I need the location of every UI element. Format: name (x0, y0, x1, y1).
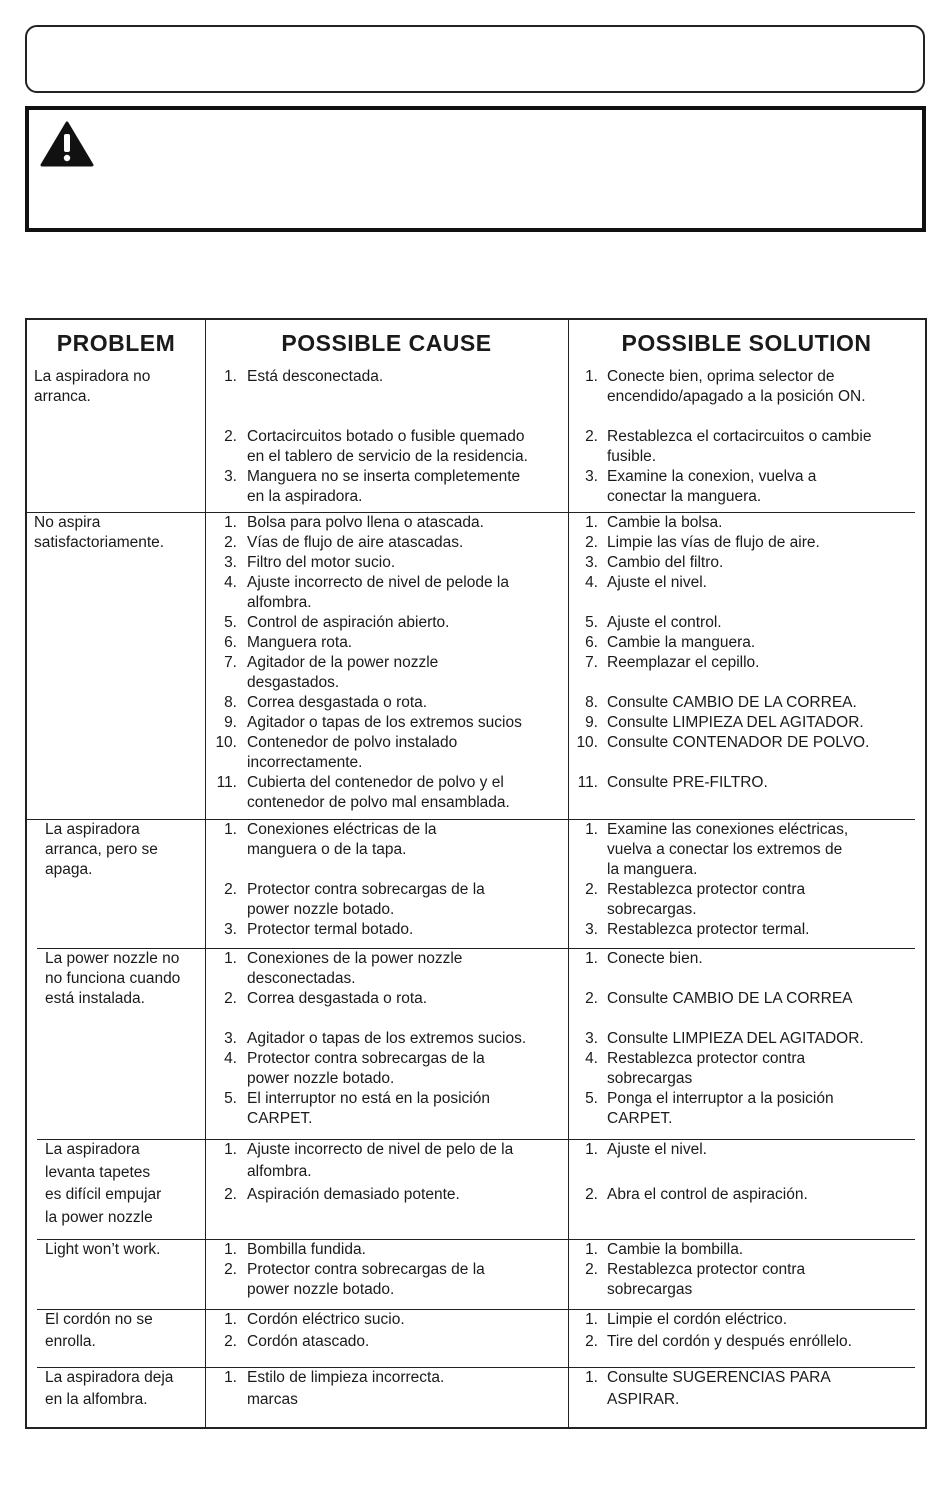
cause-text: El interruptor no está en la posición (247, 1090, 490, 1107)
problem-text: apaga. (45, 861, 93, 878)
solution-text: la manguera. (607, 861, 698, 878)
cause-text: power nozzle botado. (247, 1281, 395, 1298)
problem-text: satisfactoriamente. (34, 534, 165, 551)
solution-number: 1. (585, 821, 598, 838)
solution-number: 3. (585, 468, 598, 485)
cause-number: 3. (224, 1030, 237, 1047)
header-possible-solution: POSSIBLE SOLUTION (621, 330, 872, 356)
cause-number: 3. (224, 921, 237, 938)
cause-number: 7. (224, 654, 237, 671)
cause-text: Está desconectada. (247, 368, 384, 385)
header-problem: PROBLEM (56, 330, 176, 356)
problem-text: enrolla. (45, 1333, 96, 1350)
cause-text: Contenedor de polvo instalado (247, 734, 458, 751)
column-divider (568, 320, 569, 1427)
solution-number: 4. (585, 574, 598, 591)
cause-number: 4. (224, 1050, 237, 1067)
solution-number: 3. (585, 554, 598, 571)
solution-text: Consulte LIMPIEZA DEL AGITADOR. (607, 1030, 864, 1047)
cause-text: Vías de flujo de aire atascadas. (247, 534, 464, 551)
solution-number: 1. (585, 1141, 598, 1158)
solution-text: Consulte SUGERENCIAS PARA (607, 1369, 831, 1386)
cause-text: alfombra. (247, 1163, 312, 1180)
problem-text: La aspiradora (45, 1141, 140, 1158)
solution-text: Restablezca el cortacircuitos o cambie (607, 428, 872, 445)
cause-number: 1. (224, 950, 237, 967)
cause-number: 5. (224, 1090, 237, 1107)
solution-text: Consulte LIMPIEZA DEL AGITADOR. (607, 714, 864, 731)
solution-text: Limpie el cordón eléctrico. (607, 1311, 788, 1328)
cause-number: 1. (224, 1311, 237, 1328)
solution-number: 1. (585, 950, 598, 967)
cause-text: alfombra. (247, 594, 312, 611)
solution-text: Abra el control de aspiración. (607, 1186, 808, 1203)
problem-text: la power nozzle (45, 1208, 153, 1226)
solution-text: Cambie la manguera. (607, 634, 756, 651)
solution-text: Consulte CAMBIO DE LA CORREA. (607, 694, 857, 711)
solution-text: Restablezca protector contra (607, 1261, 806, 1278)
solution-number: 7. (585, 654, 598, 671)
problem-text: es difícil empujar (45, 1186, 162, 1203)
cause-number: 1. (224, 1141, 237, 1158)
cause-number: 1. (224, 514, 237, 531)
cause-number: 6. (224, 634, 237, 651)
problem-text: en la alfombra. (45, 1391, 148, 1408)
cause-text: Conexiones de la power nozzle (247, 950, 463, 967)
cause-text: Correa desgastada o rota. (247, 694, 428, 711)
cause-text: Protector contra sobrecargas de la (247, 1261, 485, 1278)
cause-number: 1. (224, 368, 237, 385)
cause-text: Ajuste incorrecto de nivel de pelode la (247, 574, 509, 591)
solution-number: 2. (585, 1186, 598, 1203)
cause-number: 1. (224, 821, 237, 838)
cause-text: Protector contra sobrecargas de la (247, 881, 485, 898)
solution-text: sobrecargas. (607, 901, 697, 918)
cause-number: 2. (224, 428, 237, 445)
warning-box (25, 106, 926, 232)
warning-triangle-icon (39, 120, 95, 168)
cause-number: 2. (224, 534, 237, 551)
cause-number: 9. (224, 714, 237, 731)
cause-text: Agitador o tapas de los extremos sucios. (247, 1030, 527, 1047)
solution-text: Restablezca protector contra (607, 1050, 806, 1067)
cause-number: 4. (224, 574, 237, 591)
header-possible-cause: POSSIBLE CAUSE (281, 330, 492, 356)
solution-number: 2. (585, 1333, 598, 1350)
solution-number: 5. (585, 1090, 598, 1107)
cause-number: 2. (224, 1261, 237, 1278)
cause-text: CARPET. (247, 1110, 313, 1127)
solution-text: fusible. (607, 448, 657, 465)
column-divider (205, 320, 206, 1427)
cause-number: 2. (224, 1333, 237, 1350)
problem-text: está instalada. (45, 990, 145, 1007)
solution-number: 10. (576, 734, 598, 751)
troubleshooting-table (25, 318, 927, 1429)
problem-text: La aspiradora no (34, 368, 151, 385)
problem-text: El cordón no se (45, 1311, 153, 1328)
solution-text: Ponga el interruptor a la posición (607, 1090, 834, 1107)
solution-text: conectar la manguera. (607, 488, 762, 505)
solution-text: encendido/apagado a la posición ON. (607, 388, 866, 405)
solution-text: Cambio del filtro. (607, 554, 724, 571)
solution-number: 2. (585, 990, 598, 1007)
solution-text: Limpie las vías de flujo de aire. (607, 534, 820, 551)
solution-number: 8. (585, 694, 598, 711)
cause-text: desconectadas. (247, 970, 356, 987)
solution-text: Examine las conexiones eléctricas, (607, 821, 849, 838)
cause-text: Protector contra sobrecargas de la (247, 1050, 485, 1067)
solution-text: Ajuste el nivel. (607, 574, 707, 591)
cause-text: Manguera no se inserta completemente (247, 468, 521, 485)
solution-number: 1. (585, 368, 598, 385)
cause-text: power nozzle botado. (247, 901, 395, 918)
solution-text: Consulte CONTENADOR DE POLVO. (607, 734, 870, 751)
cause-text: Ajuste incorrecto de nivel de pelo de la (247, 1141, 514, 1158)
cause-number: 11. (216, 774, 237, 791)
solution-text: Conecte bien. (607, 950, 703, 967)
cause-text: en la aspiradora. (247, 488, 363, 505)
cause-number: 2. (224, 881, 237, 898)
solution-number: 3. (585, 1030, 598, 1047)
cause-text: desgastados. (247, 674, 340, 691)
solution-number: 11. (577, 774, 598, 791)
solution-number: 1. (585, 1311, 598, 1328)
cause-text: Control de aspiración abierto. (247, 614, 450, 631)
solution-number: 5. (585, 614, 598, 631)
problem-text: Light won’t work. (45, 1241, 161, 1258)
cause-text: Aspiración demasiado potente. (247, 1186, 460, 1203)
cause-text: Agitador de la power nozzle (247, 654, 439, 671)
cause-text: Cordón eléctrico sucio. (247, 1311, 405, 1328)
cause-number: 2. (224, 1186, 237, 1203)
cause-text: Estilo de limpieza incorrecta. (247, 1369, 445, 1386)
solution-text: Ajuste el nivel. (607, 1141, 707, 1158)
problem-text: La aspiradora deja (45, 1369, 174, 1386)
solution-text: ASPIRAR. (607, 1391, 680, 1408)
solution-text: Reemplazar el cepillo. (607, 654, 760, 671)
cause-text: en el tablero de servicio de la residencia. (247, 448, 528, 465)
cause-number: 1. (224, 1369, 237, 1386)
cause-text: contenedor de polvo mal ensamblada. (247, 794, 510, 811)
cause-text: Cubierta del contenedor de polvo y el (247, 774, 504, 791)
cause-number: 3. (224, 468, 237, 485)
problem-text: no funciona cuando (45, 970, 181, 987)
solution-text: Restablezca protector contra (607, 881, 806, 898)
solution-number: 2. (585, 1261, 598, 1278)
solution-number: 3. (585, 921, 598, 938)
problem-text: arranca, pero se (45, 841, 158, 858)
cause-text: Bolsa para polvo llena o atascada. (247, 514, 484, 531)
problem-text: No aspira (34, 514, 101, 531)
solution-text: Cambie la bombilla. (607, 1241, 744, 1258)
cause-text: Manguera rota. (247, 634, 353, 651)
solution-number: 9. (585, 714, 598, 731)
solution-text: CARPET. (607, 1110, 673, 1127)
cause-text: marcas (247, 1391, 298, 1408)
cause-text: Conexiones eléctricas de la (247, 821, 437, 838)
solution-text: Tire del cordón y después enróllelo. (607, 1333, 852, 1350)
cause-number: 3. (224, 554, 237, 571)
problem-text: levanta tapetes (45, 1163, 151, 1181)
cause-text: Correa desgastada o rota. (247, 990, 428, 1007)
cause-text: Filtro del motor sucio. (247, 554, 396, 571)
solution-number: 2. (585, 881, 598, 898)
cause-number: 2. (224, 990, 237, 1007)
solution-text: Conecte bien, oprima selector de (607, 368, 835, 385)
cause-text: Bombilla fundida. (247, 1241, 366, 1258)
cause-text: Cortacircuitos botado o fusible quemado (247, 428, 525, 445)
solution-number: 1. (585, 1241, 598, 1258)
solution-text: sobrecargas (607, 1281, 693, 1298)
cause-text: Agitador o tapas de los extremos sucios (247, 714, 522, 731)
cause-text: Cordón atascado. (247, 1333, 370, 1350)
problem-text: La power nozzle no (45, 950, 180, 967)
solution-text: Cambie la bolsa. (607, 514, 723, 531)
section-title-box (25, 25, 925, 93)
cause-text: manguera o de la tapa. (247, 841, 407, 858)
solution-number: 2. (585, 534, 598, 551)
solution-text: vuelva a conectar los extremos de (607, 841, 843, 858)
solution-text: Ajuste el control. (607, 614, 722, 631)
solution-text: Consulte PRE-FILTRO. (607, 774, 768, 791)
problem-text: arranca. (34, 388, 91, 405)
cause-number: 10. (215, 734, 237, 751)
solution-text: sobrecargas (607, 1070, 693, 1087)
solution-number: 1. (585, 514, 598, 531)
solution-number: 4. (585, 1050, 598, 1067)
cause-text: incorrectamente. (247, 754, 363, 771)
cause-text: power nozzle botado. (247, 1070, 395, 1087)
solution-number: 6. (585, 634, 598, 651)
solution-number: 1. (585, 1369, 598, 1386)
cause-number: 1. (224, 1241, 237, 1258)
problem-text: La aspiradora (45, 821, 140, 838)
solution-text: Restablezca protector termal. (607, 921, 810, 938)
cause-text: Protector termal botado. (247, 921, 414, 938)
cause-number: 5. (224, 614, 237, 631)
cause-number: 8. (224, 694, 237, 711)
solution-text: Consulte CAMBIO DE LA CORREA (607, 990, 853, 1007)
solution-text: Examine la conexion, vuelva a (607, 468, 817, 485)
solution-number: 2. (585, 428, 598, 445)
